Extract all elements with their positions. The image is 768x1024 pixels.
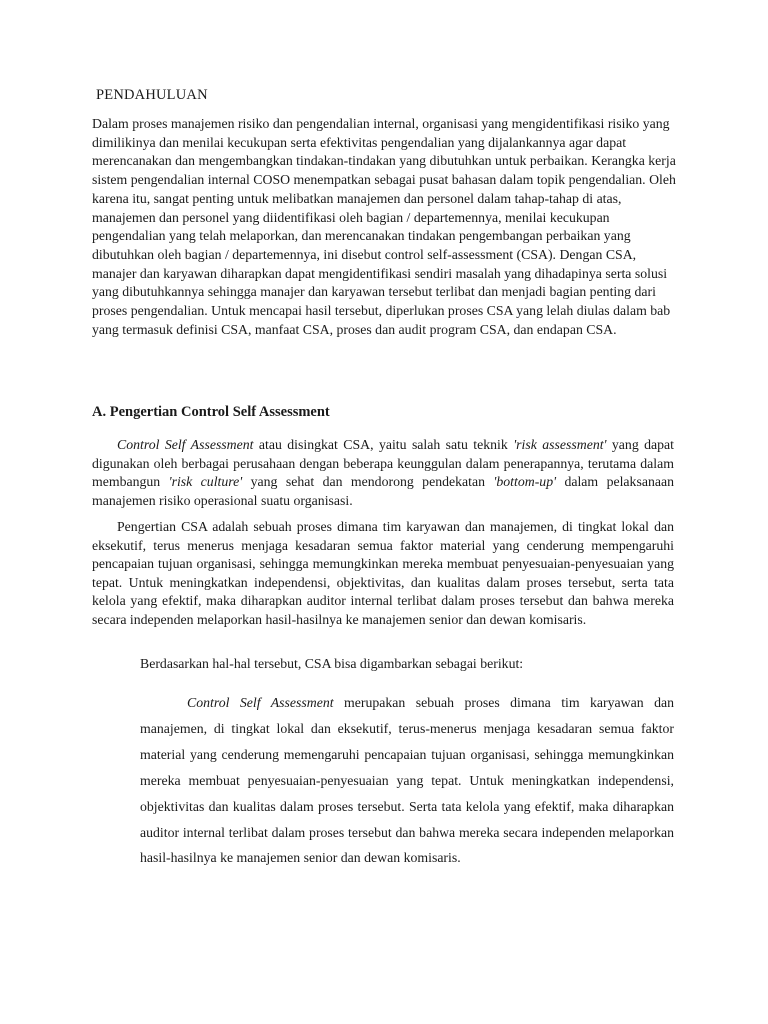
term-csa-quote: Control Self Assessment — [187, 695, 334, 710]
text-segment: atau disingkat CSA, yaitu salah satu teknik — [253, 437, 514, 452]
text-segment: yang sehat dan mendorong pendekatan — [242, 474, 494, 490]
text-segment: yang dapat digunakan oleh berbagai perusahaan dengan beberapa keunggulan dalam penerapannya, terutama dalam membangun — [92, 437, 674, 490]
csa-definition-paragraph: Pengertian CSA adalah sebuah proses dimana tim karyawan dan manajemen, di tingkat lokal dan eksekutif, terus menerus menjaga kesadaran semua faktor material yang cenderung mempengaruhi pencapaian tujuan organisasi, sehingga memungkinkan mereka membuat penyesuaian-penyesuaian yang tepat. Untuk meningkatkan independensi, objektivitas, dan kualitas dalam proses tersebut, serta tata kelola yang efektif, maka diharapkan auditor internal terlibat dalam proses tersebut dan bahwa mereka secara independen melaporkan hasil-hasilnya ke manajemen senior dan dewan komisaris. — [92, 519, 674, 627]
text-segment: dalam pelaksanaan manajemen risiko operasional suatu organisasi. — [92, 474, 674, 508]
section-title: A. Pengertian Control Self Assessment — [92, 404, 330, 420]
quote-text: merupakan sebuah proses dimana tim karyawan dan manajemen, di tingkat lokal dan eksekutif, terus-menerus menjaga kesadaran semua faktor material yang cenderung memengaruhi pencapaian tujuan organisasi, sehingga memungkinkan mereka membuat penyesuaian-penyesuaian yang tepat. Untuk meningkatkan independensi, objektivitas dan kualitas dalam proses tersebut. Serta tata kelola yang efektif, maka diharapkan auditor internal terlibat dalam proses tersebut dan bahwa mereka secara independen melaporkan hasil-hasilnya ke manajemen senior dan dewan komisaris. — [140, 695, 674, 866]
term-risk-culture: 'risk culture' — [168, 474, 243, 490]
term-csa: Control Self Assessment — [117, 437, 254, 452]
transition-paragraph: Berdasarkan hal-hal tersebut, CSA bisa digambarkan sebagai berikut: — [140, 656, 524, 671]
term-bottom-up: 'bottom-up' — [493, 474, 557, 490]
definition-paragraph — [92, 436, 674, 510]
document-heading: PENDAHULUAN — [96, 87, 208, 103]
term-risk-assessment: 'risk assessment' — [513, 437, 607, 452]
intro-paragraph: Dalam proses manajemen risiko dan pengendalian internal, organisasi yang mengidentifikasi risiko yang dimilikinya dan menilai kecukupan serta efektivitas pengendalian yang dijalankannya agar dapat merencanakan dan mengembangkan tindakan-tindakan yang dibutuhkan untuk perbaikan. Kerangka kerja sistem pengendalian internal COSO menempatkan sebagai pusat bahasan dalam topik pengendalian. Oleh karena itu, sangat penting untuk melibatkan manajemen dan personel dalam tahap-tahap di atas, manajemen dan personel yang diidentifikasi oleh bagian / departemennya, menilai kecukupan pengendalian yang telah melaporkan, dan merencanakan tindakan pengembangan perbaikan yang dibutuhkan oleh bagian / departemennya, ini disebut control self-assessment (CSA). Dengan CSA, manajer dan karyawan diharapkan dapat mengidentifikasi sendiri masalah yang dihadapinya serta solusi yang dibutuhkannya sehingga manajer dan karyawan tersebut terlibat dan menjadi bagian penting dari proses pengendalian. Untuk mencapai hasil tersebut, diperlukan proses CSA yang lelah diulas dalam bab yang termasuk definisi CSA, manfaat CSA, proses dan audit program CSA, dan endapan CSA. — [92, 116, 676, 337]
quoted-definition — [140, 690, 674, 871]
